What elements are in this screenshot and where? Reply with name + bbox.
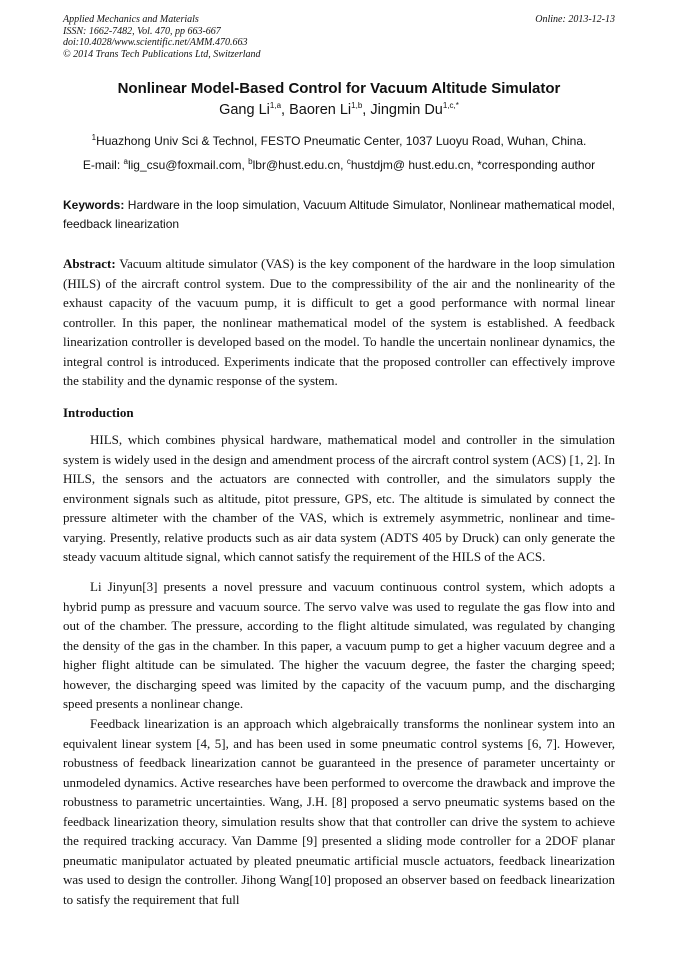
email-superscript: a: [123, 157, 128, 166]
paper-title: Nonlinear Model-Based Control for Vacuum Altitude Simulator: [117, 80, 561, 97]
abstract-label: Abstract:: [63, 256, 116, 271]
author-separator: ,: [362, 102, 371, 118]
introduction-paragraph: Feedback linearization is an approach which algebraically transforms the nonlinear system into an equivalent linear system [4, 5], and has been used in some pneumatic control systems [6, 7]. However, robustness of feedback linearization cannot be guaranteed in the presence of parameter uncertainty or unmodeled dynamics. Active researches have been performed to overcome the drawback and improve the robustness to parametric uncertainties. Wang, J.H. [8] proposed a servo pneumatic systems based on the feedback linearization theory, simulation results show that that controller can drive the system to achieve the required tracking accuracy. Van Damme [9] presented a sliding mode controller for a 2DOF planar pneumatic manipulator actuated by pleated pneumatic artificial muscle actuators, feedback linearization was used to design the controller. Jihong Wang[10] proposed an observer based on feedback linearization to satisfy the requirement that full: [63, 716, 615, 907]
introduction-paragraph: Li Jinyun[3] presents a novel pressure and vacuum continuous control system, which adopts a hybrid pump as pressure and vacuum source. The servo valve was used to regulate the gas flow into and out of the chamber. The pressure, according to the flight altitude simulated, was regulated by changing the density of the gas in the chamber. In this paper, a vacuum pump to get a higher vacuum degree and a higher flight altitude can be simulated. The higher the vacuum degree, the faster the charging speed; however, the discharging speed was limited by the capacity of the vacuum pump, and the discharging speed presents a nonlinear change.: [63, 579, 615, 711]
journal-header: [63, 14, 615, 60]
introduction-heading: Introduction: [63, 405, 134, 420]
copyright-line: © 2014 Trans Tech Publications Ltd, Switzerland: [63, 48, 261, 60]
keywords-block: [63, 196, 615, 234]
author-name: Baoren Li: [289, 102, 352, 118]
abstract-text: Vacuum altitude simulator (VAS) is the key component of the hardware in the loop simulation (HILS) of the aircraft control system. Due to the compressibility of the air and the nonlinearity of the exhaust capacity of the vacuum pump, it is difficult to get a good performance with normal linear controller. In this paper, the nonlinear mathematical model of the system is established. A feedback linearization controller is developed based on the model. To handle the uncertain nonlinear dynamics, the integral control is introduced. Experiments indicate that the proposed controller can effectively improve the stability and the dynamic response of the system.: [63, 256, 615, 388]
issn-line: ISSN: 1662-7482, Vol. 470, pp 663-667: [63, 25, 221, 37]
author-superscript: 1,a: [269, 101, 282, 111]
abstract-block: [63, 254, 615, 391]
email-prefix: E-mail:: [82, 158, 124, 172]
keywords-label: Keywords:: [63, 198, 125, 212]
journal-name: Applied Mechanics and Materials: [63, 14, 199, 25]
affiliation: [40, 134, 638, 148]
introduction-paragraph: HILS, which combines physical hardware, mathematical model and controller in the simulation system is widely used in the design and amendment process of the aircraft control system (ACS) [1, 2]. In HILS, the sensors and the actuators are connected with controller, and the simulators supply the environment signals such as altitude, pitot pressure, GPS, etc. The altitude is simulated by connect the pressure altimeter with the chamber of the VAS, which is extremely asymmetric, nonlinear and time-varying. Presently, relative products such as air data system (ADTS 405 by Druck) can only generate the steady vacuum altitude signal, which cannot satisfy the requirement of the HILS of the ACS.: [63, 432, 615, 564]
email-a: lig_csu@foxmail.com,: [127, 158, 249, 172]
email-superscript: b: [248, 157, 253, 166]
email-b: lbr@hust.edu.cn,: [252, 158, 347, 172]
doi-line: doi:10.4028/www.scientific.net/AMM.470.663: [63, 37, 248, 48]
email-superscript: c: [346, 157, 351, 166]
online-date: Online: 2013-12-13: [535, 14, 615, 25]
email-c: hustdjm@ hust.edu.cn, *corresponding author: [350, 158, 596, 172]
email-line: [40, 158, 638, 172]
author-name: Gang Li: [219, 102, 270, 118]
author-separator: ,: [281, 102, 290, 118]
author-superscript: 1,c,*: [442, 101, 459, 111]
affiliation-superscript: 1: [91, 133, 97, 142]
affiliation-text: Huazhong Univ Sci & Technol, FESTO Pneumatic Center, 1037 Luoyu Road, Wuhan, China.: [96, 134, 587, 148]
author-name: Jingmin Du: [370, 102, 443, 118]
keywords-text: Hardware in the loop simulation, Vacuum Altitude Simulator, Nonlinear mathematical model, feedback linearization: [63, 198, 615, 231]
author-superscript: 1,b: [351, 101, 363, 111]
author-list: [40, 102, 638, 118]
